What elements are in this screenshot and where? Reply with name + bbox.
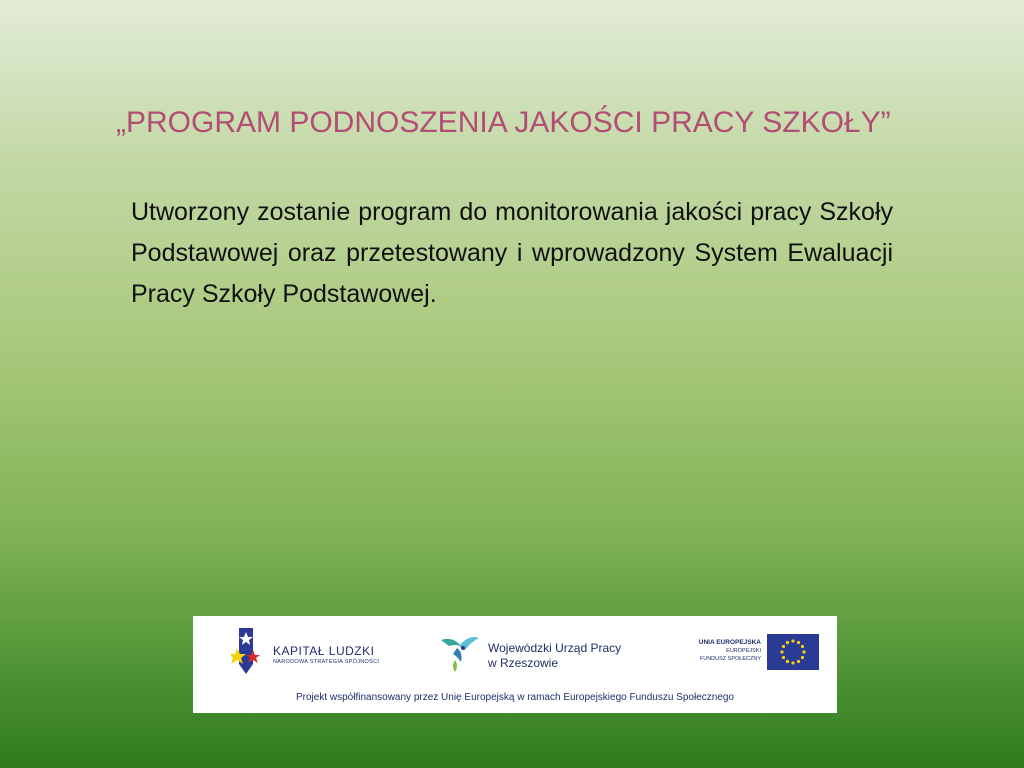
wup-line2: w Rzeszowie [488, 656, 559, 670]
kapital-ludzki-text [273, 644, 379, 666]
ue-title: UNIA EUROPEJSKA [698, 639, 761, 646]
ue-line2: FUNDUSZ SPOŁECZNY [699, 656, 761, 662]
wup-text [488, 641, 621, 671]
kapital-ludzki-title: KAPITAŁ LUDZKI [273, 644, 375, 658]
ue-text [699, 638, 761, 663]
logo-banner [193, 616, 837, 713]
wup-bird-logo-icon [439, 632, 481, 674]
cofinancing-note: Projekt współfinansowany przez Unię Europejską w ramach Europejskiego Funduszu Społecznego [295, 692, 734, 703]
slide-body-text: Utworzony zostanie program do monitorowania jakości pracy Szkoły Podstawowej oraz przetestowany i wprowadzony System Ewaluacji Pracy Szkoły Podstawowej. [131, 198, 893, 308]
slide-title: „PROGRAM PODNOSZENIA JAKOŚCI PRACY SZKOŁY” [116, 106, 891, 139]
kapital-ludzki-logo-icon [231, 626, 261, 678]
ue-line1: EUROPEJSKI [726, 648, 761, 654]
wup-line1: Wojewódzki Urząd Pracy [488, 641, 622, 655]
kapital-ludzki-subtitle: NARODOWA STRATEGIA SPÓJNOŚCI [273, 659, 380, 665]
eu-flag-icon [767, 634, 819, 670]
